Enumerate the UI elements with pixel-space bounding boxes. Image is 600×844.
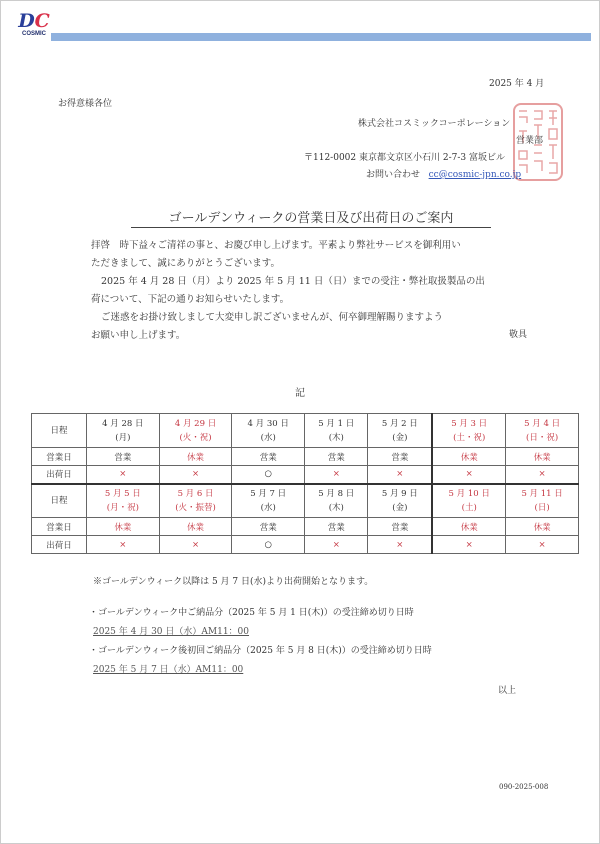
weekday-label: (火・振替) bbox=[175, 502, 216, 513]
ki-heading: 記 bbox=[295, 388, 305, 399]
table-row bbox=[32, 414, 579, 448]
date-cell bbox=[159, 484, 232, 518]
ship-yes-icon: ○ bbox=[232, 536, 305, 554]
date-label: 5 月 5 日 bbox=[104, 488, 141, 499]
business-status-cell: 休業 bbox=[432, 518, 506, 536]
contact bbox=[366, 167, 521, 180]
business-status-cell: 休業 bbox=[159, 518, 232, 536]
ship-no-icon: × bbox=[159, 466, 232, 484]
weekday-label: (土) bbox=[461, 502, 477, 513]
date-cell bbox=[87, 484, 160, 518]
weekday-label: (土・祝) bbox=[453, 432, 486, 443]
ship-no-icon: × bbox=[368, 466, 432, 484]
ship-no-icon: × bbox=[432, 466, 506, 484]
date-label: 5 月 7 日 bbox=[250, 488, 287, 499]
ship-no-icon: × bbox=[305, 536, 368, 554]
date-label: 5 月 11 日 bbox=[521, 488, 563, 499]
recipient: お得意様各位 bbox=[58, 99, 113, 109]
date-cell bbox=[506, 484, 579, 518]
company-name: 株式会社コスミックコーポレーション bbox=[358, 119, 511, 129]
weekday-label: (水) bbox=[260, 502, 276, 513]
weekday-label: (水) bbox=[260, 432, 276, 443]
body-line: 拝啓 時下益々ご清祥の事と、お慶び申し上げます。平素より弊社サービスを御利用い bbox=[91, 240, 461, 251]
deadline-value: 2025 年 4 月 30 日（水）AM11：00 bbox=[93, 627, 250, 637]
date-label: 4 月 29 日 bbox=[174, 418, 217, 429]
issue-date: 2025 年 4 月 bbox=[489, 79, 545, 89]
contact-label: お問い合わせ bbox=[366, 170, 421, 180]
ship-no-icon: × bbox=[305, 466, 368, 484]
row-label: 営業日 bbox=[32, 448, 87, 466]
body-line: ご迷惑をお掛け致しまして大変申し訳ございませんが、何卒御理解賜りますよう bbox=[101, 312, 444, 323]
ship-no-icon: × bbox=[506, 466, 579, 484]
date-cell bbox=[232, 414, 305, 448]
body-line: 荷について、下記の通りお知らせいたします。 bbox=[91, 294, 290, 305]
business-status-cell: 休業 bbox=[506, 448, 579, 466]
date-cell bbox=[368, 484, 432, 518]
business-status-cell: 営業 bbox=[232, 518, 305, 536]
weekday-label: (火・祝) bbox=[179, 432, 212, 443]
date-cell bbox=[159, 414, 232, 448]
business-status-cell: 休業 bbox=[506, 518, 579, 536]
date-cell bbox=[432, 484, 506, 518]
date-label: 4 月 30 日 bbox=[247, 418, 289, 429]
cosmic-logo bbox=[17, 11, 51, 45]
date-label: 4 月 28 日 bbox=[102, 418, 144, 429]
deadline-value: 2025 年 5 月 7 日（水）AM11：00 bbox=[93, 665, 244, 675]
table-row bbox=[32, 484, 579, 518]
logo-text: COSMIC bbox=[22, 31, 46, 37]
date-label: 5 月 3 日 bbox=[451, 418, 488, 429]
weekday-label: (月) bbox=[115, 432, 131, 443]
closing: 敬具 bbox=[509, 330, 528, 340]
date-cell bbox=[506, 414, 579, 448]
business-status-cell: 営業 bbox=[87, 448, 160, 466]
business-status-cell: 営業 bbox=[305, 518, 368, 536]
date-label: 5 月 2 日 bbox=[381, 418, 418, 429]
table-row bbox=[32, 536, 579, 554]
business-status-cell: 休業 bbox=[87, 518, 160, 536]
ship-no-icon: × bbox=[432, 536, 506, 554]
ship-no-icon: × bbox=[368, 536, 432, 554]
date-cell bbox=[232, 484, 305, 518]
body-line: 2025 年 4 月 28 日（月）より 2025 年 5 月 11 日（日）までの受注・弊社取扱製品の出 bbox=[101, 276, 485, 287]
end-mark: 以上 bbox=[498, 686, 517, 696]
date-label: 5 月 10 日 bbox=[448, 488, 490, 499]
date-label: 5 月 1 日 bbox=[318, 418, 355, 429]
date-cell bbox=[305, 484, 368, 518]
weekday-label: (木) bbox=[328, 432, 344, 443]
table-row bbox=[32, 518, 579, 536]
row-label: 出荷日 bbox=[32, 536, 87, 554]
table-row bbox=[32, 448, 579, 466]
contact-email-link[interactable]: cc@cosmic-jpn.co.jp bbox=[428, 170, 522, 180]
ship-no-icon: × bbox=[506, 536, 579, 554]
deadline-label: ・ゴールデンウィーク中ご納品分（2025 年 5 月 1 日(木)）の受注締め切り日時 bbox=[89, 608, 414, 618]
row-label: 営業日 bbox=[32, 518, 87, 536]
ship-no-icon: × bbox=[87, 466, 160, 484]
weekday-label: (金) bbox=[392, 432, 408, 443]
date-label: 5 月 4 日 bbox=[524, 418, 561, 429]
department: 営業部 bbox=[516, 136, 544, 146]
business-status-cell: 営業 bbox=[368, 518, 432, 536]
business-status-cell: 営業 bbox=[368, 448, 432, 466]
weekday-label: (日) bbox=[534, 502, 550, 513]
schedule-table bbox=[31, 413, 579, 554]
ship-no-icon: × bbox=[87, 536, 160, 554]
row-label: 出荷日 bbox=[32, 466, 87, 484]
deadline-label: ・ゴールデンウィーク後初回ご納品分（2025 年 5 月 8 日(木)）の受注締め切り日時 bbox=[89, 646, 432, 656]
weekday-label: (金) bbox=[392, 502, 408, 513]
business-status-cell: 休業 bbox=[159, 448, 232, 466]
body-line: お願い申し上げます。 bbox=[91, 330, 186, 341]
document-number: 090-2025-008 bbox=[499, 783, 549, 791]
business-status-cell: 休業 bbox=[432, 448, 506, 466]
date-label: 5 月 6 日 bbox=[177, 488, 214, 499]
weekday-label: (木) bbox=[328, 502, 344, 513]
weekday-label: (日・祝) bbox=[526, 432, 559, 443]
header-bar bbox=[51, 33, 591, 41]
body-line: ただきまして、誠にありがとうございます。 bbox=[91, 258, 281, 269]
ship-no-icon: × bbox=[159, 536, 232, 554]
date-label: 5 月 9 日 bbox=[381, 488, 418, 499]
date-cell bbox=[87, 414, 160, 448]
date-cell bbox=[368, 414, 432, 448]
address: 〒112-0002 東京都文京区小石川 2-7-3 富坂ビル bbox=[304, 153, 505, 163]
business-status-cell: 営業 bbox=[232, 448, 305, 466]
date-cell bbox=[432, 414, 506, 448]
row-label: 日程 bbox=[32, 414, 87, 448]
weekday-label: (月・祝) bbox=[106, 502, 139, 513]
row-label: 日程 bbox=[32, 484, 87, 518]
table-row bbox=[32, 466, 579, 484]
ship-yes-icon: ○ bbox=[232, 466, 305, 484]
shipping-note: ※ゴールデンウィーク以降は 5 月 7 日(水)より出荷開始となります。 bbox=[93, 577, 374, 587]
page-title: ゴールデンウィークの営業日及び出荷日のご案内 bbox=[131, 207, 491, 228]
business-status-cell: 営業 bbox=[305, 448, 368, 466]
date-cell bbox=[305, 414, 368, 448]
date-label: 5 月 8 日 bbox=[318, 488, 355, 499]
logo-mark: DC bbox=[18, 10, 50, 32]
